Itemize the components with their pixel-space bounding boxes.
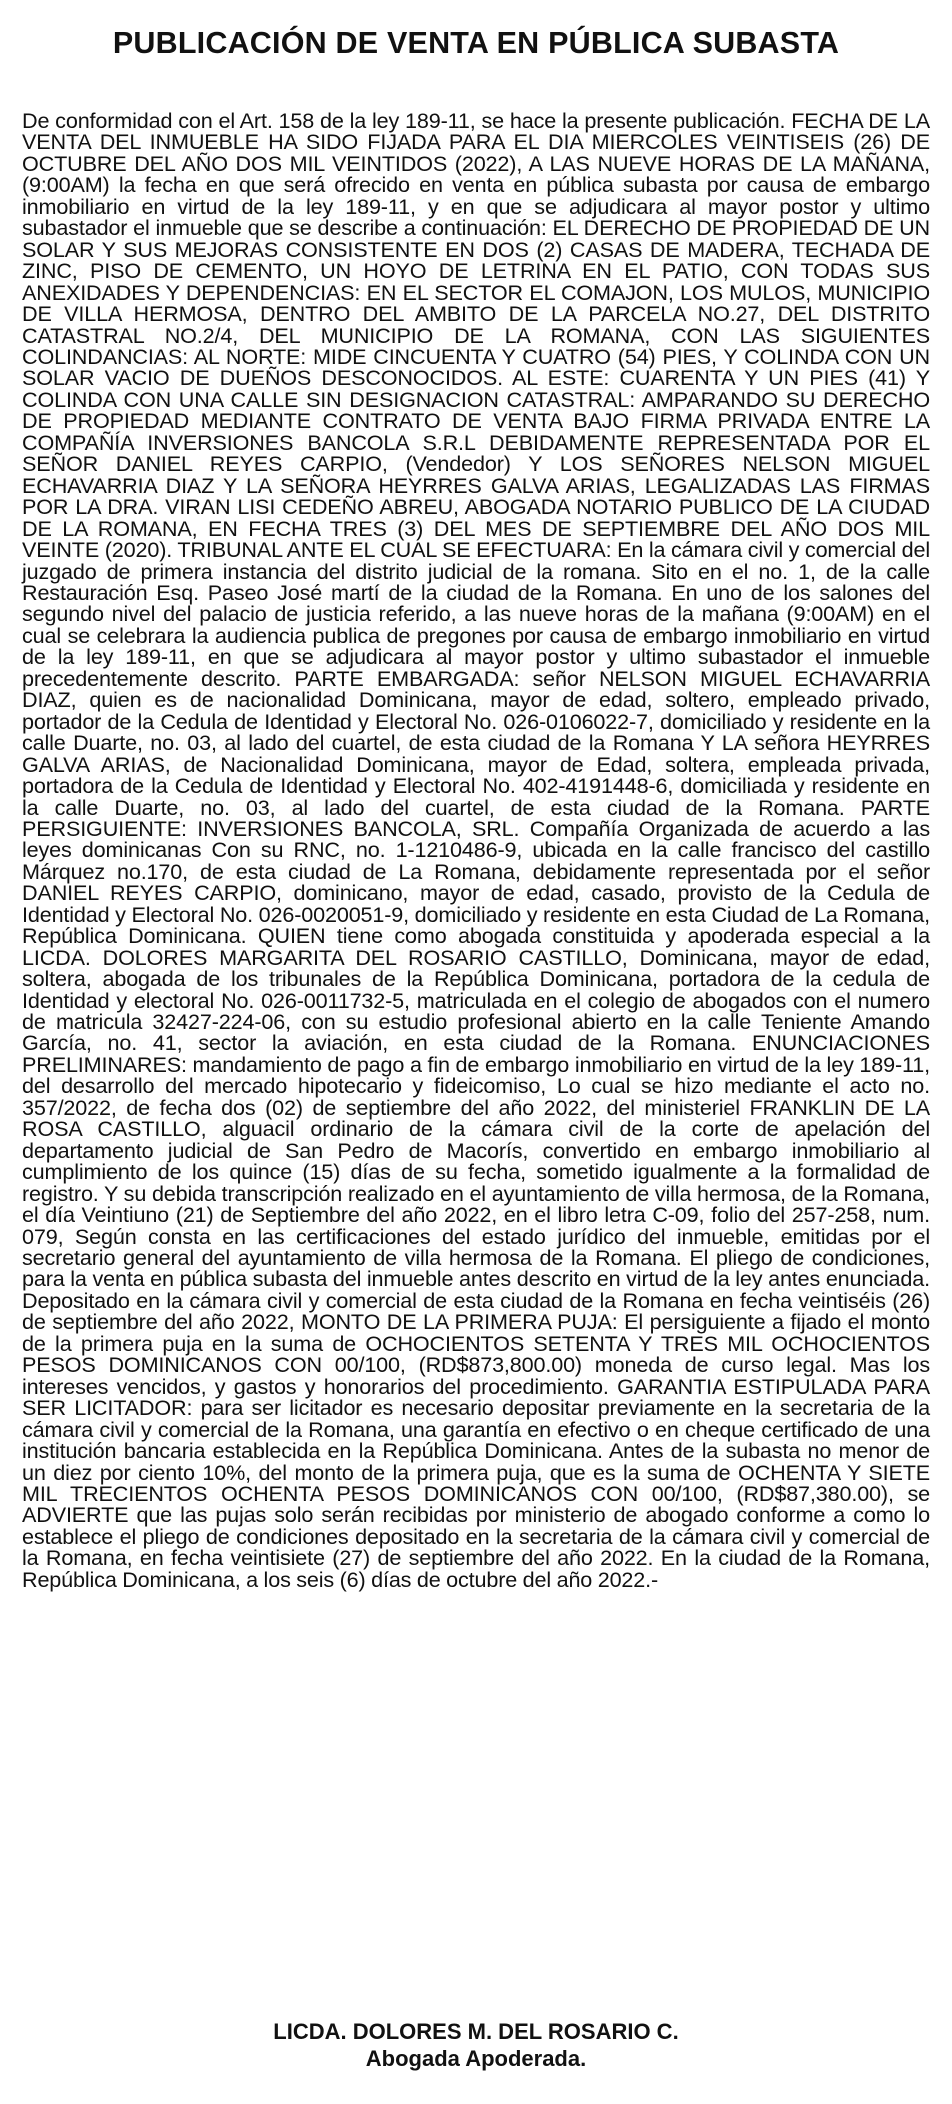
signature-title: Abogada Apoderada. [365, 2046, 587, 2071]
signature-name: LICDA. DOLORES M. DEL ROSARIO C. [273, 2019, 679, 2044]
notice-body: De conformidad con el Art. 158 de la ley 189-11, se hace la presente publicación. FECHA DE LA VENTA DEL INMUEBLE HA SIDO FIJADA PARA EL DIA MIERCOLES VEINTISEIS (26) DE OCTUBRE DEL AÑO DOS MIL VEINTIDOS (2022), A LAS NUEVE HORAS DE LA MAÑANA, (9:00AM) la fecha en que será ofrecido en venta en pública subasta por causa de embargo inmobiliario en virtud de la ley 189-11, y en que se adjudicara al mayor postor y ultimo subastador el inmueble que se describe a continuación: EL DERECHO DE PROPIEDAD DE UN SOLAR Y SUS MEJORAS CONSISTENTE EN DOS (2) CASAS DE MADERA, TECHADA DE ZINC, PISO DE CEMENTO, UN HOYO DE LETRINA EN EL PATIO, CON TODAS SUS ANEXIDADES Y DEPENDENCIAS: EN EL SECTOR EL COMAJON, LOS MULOS, MUNICIPIO DE VILLA HERMOSA, DENTRO DEL AMBITO DE LA PARCELA NO.27, DEL DISTRITO CATASTRAL NO.2/4, DEL MUNICIPIO DE LA ROMANA, CON LAS SIGUIENTES COLINDANCIAS: AL NORTE: MIDE CINCUENTA Y CUATRO (54) PIES, Y COLINDA CON UN SOLAR VACIO DE DUEÑOS DESCONOCIDOS. AL ESTE: CUARENTA Y UN PIES (41) Y COLINDA CON UNA CALLE SIN DESIGNACION CATASTRAL: AMPARANDO SU DERECHO DE PROPIEDAD MEDIANTE CONTRATO DE VENTA BAJO FIRMA PRIVADA ENTRE LA COMPAÑÍA INVERSIONES BANCOLA S.R.L DEBIDAMENTE REPRESENTADA POR EL SEÑOR DANIEL REYES CARPIO, (Vendedor) Y LOS SEÑORES NELSON MIGUEL ECHAVARRIA DIAZ Y LA SEÑORA HEYRRES GALVA ARIAS, LEGALIZADAS LAS FIRMAS POR LA DRA. VIRAN LISI CEDEÑO ABREU, ABOGADA NOTARIO PUBLICO DE LA CIUDAD DE LA ROMANA, EN FECHA TRES (3) DEL MES DE SEPTIEMBRE DEL AÑO DOS MIL VEINTE (2020). TRIBUNAL ANTE EL CUAL SE EFECTUARA: En la cámara civil y comercial del juzgado de primera instancia del distrito judicial de la romana. Sito en el no. 1, de la calle Restauración Esq. Paseo José martí de la ciudad de la Romana. En uno de los salones del segundo nivel del palacio de justicia referido, a las nueve horas de la mañana (9:00AM) en el cual se celebrara la audiencia publica de pregones por causa de embargo inmobiliario en virtud de la ley 189-11, en que se adjudicara al mayor postor y ultimo subastador el inmueble precedentemente descrito. PARTE EMBARGADA: señor NELSON MIGUEL ECHAVARRIA DIAZ, quien es de nacionalidad Dominicana, mayor de edad, soltero, empleado privado, portador de la Cedula de Identidad y Electoral No. 026-0106022-7, domiciliado y residente en la calle Duarte, no. 03, al lado del cuartel, de esta ciudad de la Romana Y LA señora HEYRRES GALVA ARIAS, de Nacionalidad Dominicana, mayor de Edad, soltera, empleada privada, portadora de la Cedula de Identidad y Electoral No. 402-4191448-6, domiciliada y residente en la calle Duarte, no. 03, al lado del cuartel, de esta ciudad de la Romana. PARTE PERSIGUIENTE: INVERSIONES BANCOLA, SRL. Compañía Organizada de acuerdo a las leyes dominicanas Con su RNC, no. 1-1210486-9, ubicada en la calle francisco del castillo Márquez no.170, de esta ciudad de La Romana, debidamente representada por el señor DANIEL REYES CARPIO, dominicano, mayor de edad, casado, provisto de la Cedula de Identidad y Electoral No. 026-0020051-9, domiciliado y residente en esta Ciudad de La Romana, República Dominicana. QUIEN tiene como abogada constituida y apoderada especial a la LICDA. DOLORES MARGARITA DEL ROSARIO CASTILLO, Dominicana, mayor de edad, soltera, abogada de los tribunales de la República Dominicana, portadora de la cedula de Identidad y electoral No. 026-0011732-5, matriculada en el colegio de abogados con el numero de matricula 32427-224-06, con su estudio profesional abierto en la calle Teniente Amando García, no. 41, sector la aviación, en esta ciudad de la Romana. ENUNCIACIONES PRELIMINARES: mandamiento de pago a fin de embargo inmobiliario en virtud de la ley 189-11, del desarrollo del mercado hipotecario y fideicomiso, Lo cual se hizo mediante el acto no. 357/2022, de fecha dos (02) de septiembre del año 2022, del ministeriel FRANKLIN DE LA ROSA CASTILLO, alguacil ordinario de la cámara civil de la corte de apelación del departamento judicial de San Pedro de Macorís, convertido en embargo inmobiliario al cumplimiento de los quince (15) días de su fecha, sometido igualmente a la formalidad de registro. Y su debida transcripción realizado en el ayuntamiento de villa hermosa, de la Romana, el día Veintiuno (21) de Septiembre del año 2022, en el libro letra C-09, folio del 257-258, num. 079, Según consta en las certificaciones del estado jurídico del inmueble, emitidas por el secretario general del ayuntamiento de villa hermosa de la Romana. El pliego de condiciones, para la venta en pública subasta del inmueble antes descrito en virtud de la ley antes enunciada. Depositado en la cámara civil y comercial de esta ciudad de la Romana en fecha veintiséis (26) de septiembre del año 2022, MONTO DE LA PRIMERA PUJA: El persiguiente a fijado el monto de la primera puja en la suma de OCHOCIENTOS SETENTA Y TRES MIL OCHOCIENTOS PESOS DOMINICANOS CON 00/100, (RD$873,800.00) moneda de curso legal. Mas los intereses vencidos, y gastos y honorarios del procedimiento. GARANTIA ESTIPULADA PARA SER LICITADOR: para ser licitador es necesario depositar previamente en la secretaria de la cámara civil y comercial de la Romana, una garantía en efectivo o en cheque certificado de una institución bancaria establecida en la República Dominicana. Antes de la subasta no menor de un diez por ciento 10%, del monto de la primera puja, que es la suma de OCHENTA Y SIETE MIL TRECIENTOS OCHENTA PESOS DOMINICANOS CON 00/100, (RD$87,380.00), se ADVIERTE que las pujas solo serán recibidas por ministerio de abogado conforme a como lo establece el pliego de condiciones depositado en la secretaria de la cámara civil y comercial de la Romana, en fecha veintisiete (27) de septiembre del año 2022. En la ciudad de la Romana, República Dominicana, a los seis (6) días de octubre del año 2022.- [22, 108, 930, 1592]
signature-block [0, 2018, 952, 2072]
notice-title: PUBLICACIÓN DE VENTA EN PÚBLICA SUBASTA [112, 26, 840, 60]
